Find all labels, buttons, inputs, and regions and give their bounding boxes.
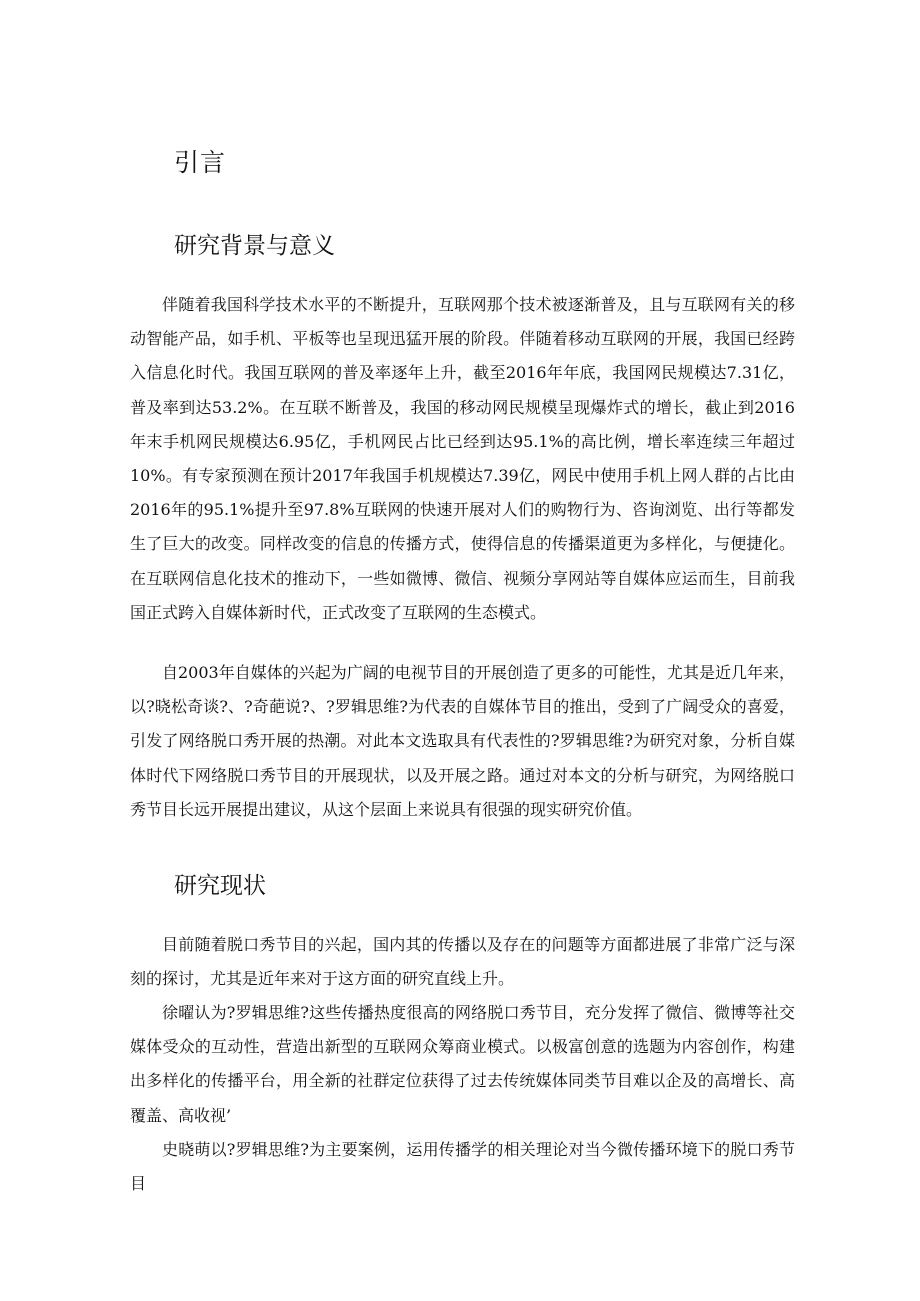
paragraph-status-3: 史晓萌以?罗辑思维?为主要案例，运用传播学的相关理论对当今微传播环境下的脱口秀节目 [130, 1140, 795, 1194]
paragraph-background-2: 自2003年自媒体的兴起为广阔的电视节目的开展创造了更多的可能性，尤其是近几年来，以?晓松奇谈?、?奇葩说?、?罗辑思维?为代表的自媒体节目的推出，受到了广阔受众的喜爱，引发了网络脱口秀开展的热潮。对此本文选取具有代表性的?罗辑思维?为研究对象，分析自媒体时代下网络脱口秀节目的开展现状，以及开展之路。通过对本文的分析与研究，为网络脱口秀节目长远开展提出建议，从这个层面上来说具有很强的现实研究价值。 [130, 663, 795, 819]
heading-research-status: 研究现状 [174, 873, 266, 899]
heading-research-background: 研究背景与意义 [174, 233, 335, 259]
paragraph-background-1: 伴随着我国科学技术水平的不断提升，互联网那个技术被逐渐普及，且与互联网有关的移动智能产品，如手机、平板等也呈现迅猛开展的阶段。伴随着移动互联网的开展，我国已经跨入信息化时代。我国互联网的普及率逐年上升，截至2016年年底，我国网民规模达7.31亿，普及率到达53.2%。在互联不断普及，我国的移动网民规模呈现爆炸式的增长，截止到2016年末手机网民规模达6.95亿，手机网民占比已经到达95.1%的高比例，增长率连续三年超过10%。有专家预测在预计2017年我国手机规模达7.39亿，网民中使用手机上网人群的占比由2016年的95.1%提升至97.8%互联网的快速开展对人们的购物行为、咨询浏览、出行等都发生了巨大的改变。同样改变的信息的传播方式，使得信息的传播渠道更为多样化，与便捷化。在互联网信息化技术的推动下，一些如微博、微信、视频分享网站等自媒体应运而生，目前我国正式跨入自媒体新时代，正式改变了互联网的生态模式。 [130, 295, 795, 622]
paragraph-status-2: 徐曜认为?罗辑思维?这些传播热度很高的网络脱口秀节目，充分发挥了微信、微博等社交媒体受众的互动性，营造出新型的互联网众筹商业模式。以极富创意的选题为内容创作，构建出多样化的传播平台，用全新的社群定位获得了过去传统媒体同类节目难以企及的高增长、高覆盖、高收视’ [130, 1003, 795, 1125]
heading-intro: 引言 [174, 148, 227, 177]
paragraph-status-1: 目前随着脱口秀节目的兴起，国内其的传播以及存在的问题等方面都进展了非常广泛与深刻的探讨，尤其是近年来对于这方面的研究直线上升。 [130, 935, 795, 989]
